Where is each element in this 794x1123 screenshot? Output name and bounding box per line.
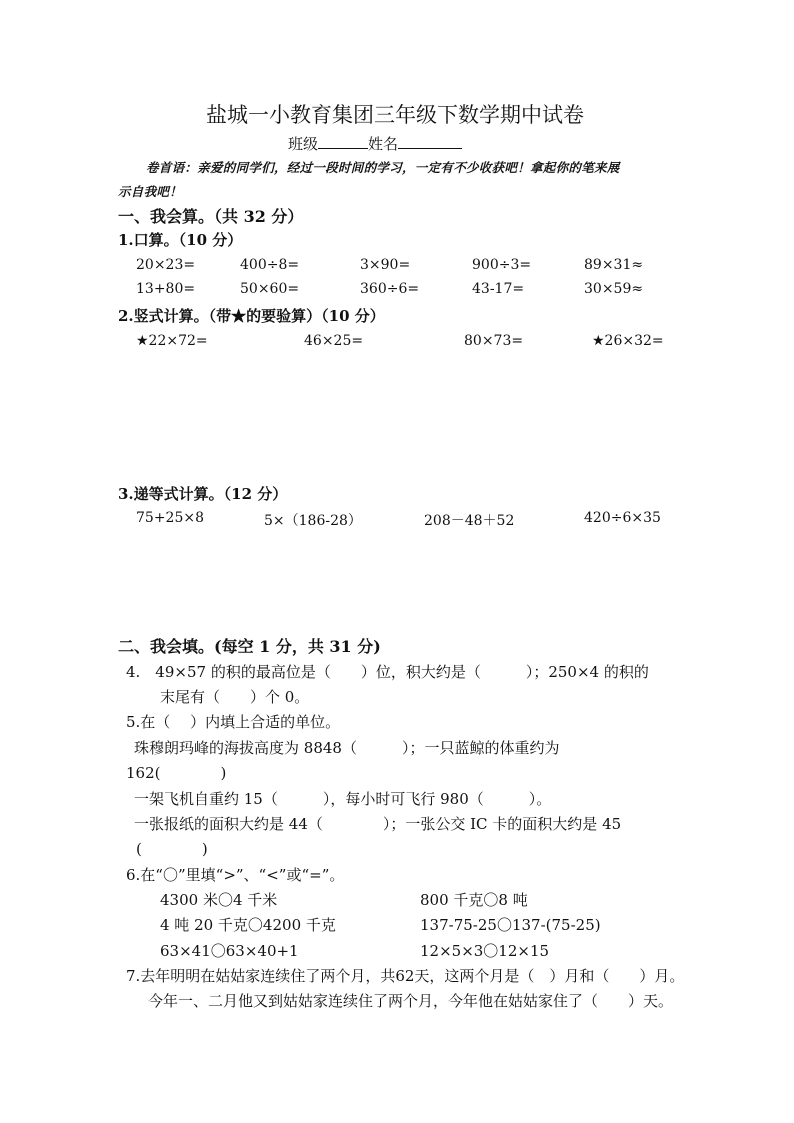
q5-heading: 5.在（ ）内填上合适的单位。 — [126, 713, 341, 731]
q2-heading: 2.竖式计算。（带★的要验算）（10 分） — [118, 307, 385, 325]
q5-line-4: 一张报纸的面积大约是 44（ ）；一张公交 IC 卡的面积大约是 45 — [134, 815, 622, 833]
compare-item: 137-75-25〇137-(75-25) — [420, 916, 601, 934]
q7-line-1: 7.去年明明在姑姑家连续住了两个月，共62天，这两个月是（ ）月和（ ）月。 — [126, 967, 685, 985]
name-label: 姓名 — [368, 135, 399, 153]
name-blank[interactable] — [398, 134, 462, 149]
step-calc-item: 420÷6×35 — [584, 510, 661, 526]
mental-calc-item: 89×31≈ — [584, 257, 644, 273]
exam-title: 盐城一小教育集团三年级下数学期中试卷 — [206, 103, 584, 127]
preface-line-1: 卷首语：亲爱的同学们，经过一段时间的学习，一定有不少收获吧！拿起你的笔来展 — [146, 160, 620, 175]
mental-calc-item: 30×59≈ — [584, 281, 644, 297]
step-calc-item: 5×（186-28） — [264, 513, 362, 529]
mental-calc-item: 900÷3= — [472, 257, 532, 273]
mental-calc-item: 43-17= — [472, 281, 525, 297]
q5-line-3: 一架飞机自重约 15（ ），每小时可飞行 980（ ）。 — [134, 790, 552, 808]
step-calc-item: 75+25×8 — [136, 510, 204, 526]
mental-calc-item: 400÷8= — [240, 257, 300, 273]
q5-line-1: 珠穆朗玛峰的海拔高度为 8848（ ）；一只蓝鲸的体重约为 — [134, 739, 560, 757]
vertical-calc-item: 80×73= — [464, 333, 524, 349]
student-info-line — [288, 133, 462, 154]
q5-line-5: ( ) — [136, 840, 208, 858]
compare-item: 4300 米〇4 千米 — [160, 891, 278, 909]
q5-line-2: 162( ) — [126, 764, 227, 782]
compare-item: 63×41〇63×40+1 — [160, 942, 299, 960]
vertical-calc-item: 46×25= — [304, 333, 364, 349]
mental-calc-item: 50×60= — [240, 281, 300, 297]
mental-calc-item: 20×23= — [136, 257, 196, 273]
compare-item: 12×5×3〇12×15 — [420, 942, 550, 960]
vertical-calc-item: ★26×32= — [592, 333, 664, 349]
class-label: 班级 — [288, 135, 319, 153]
mental-calc-item: 360÷6= — [360, 281, 420, 297]
q7-line-2: 今年一、二月他又到姑姑家连续住了两个月，今年他在姑姑家住了（ ）天。 — [148, 992, 674, 1010]
compare-item: 4 吨 20 千克〇4200 千克 — [160, 916, 336, 934]
mental-calc-item: 13+80= — [136, 281, 196, 297]
class-blank[interactable] — [318, 134, 368, 149]
q3-heading: 3.递等式计算。（12 分） — [118, 485, 288, 503]
section-2-heading: 二、我会填。(每空 1 分，共 31 分) — [118, 637, 381, 656]
q4-line-2: 末尾有（ ）个 0。 — [160, 688, 310, 706]
q1-heading: 1.口算。（10 分） — [118, 231, 243, 249]
step-calc-item: 208－48＋52 — [424, 513, 515, 529]
preface-line-2: 示自我吧！ — [118, 184, 183, 199]
vertical-calc-item: ★22×72= — [136, 333, 208, 349]
mental-calc-item: 3×90= — [360, 257, 411, 273]
q4-line-1: 4. 49×57 的积的最高位是（ ）位，积大约是（ ）；250×4 的积的 — [126, 663, 649, 681]
q6-heading: 6.在“〇”里填“>”、“<”或“=”。 — [126, 866, 345, 884]
compare-item: 800 千克〇8 吨 — [420, 891, 528, 909]
section-1-heading: 一、我会算。（共 32 分） — [118, 207, 304, 226]
